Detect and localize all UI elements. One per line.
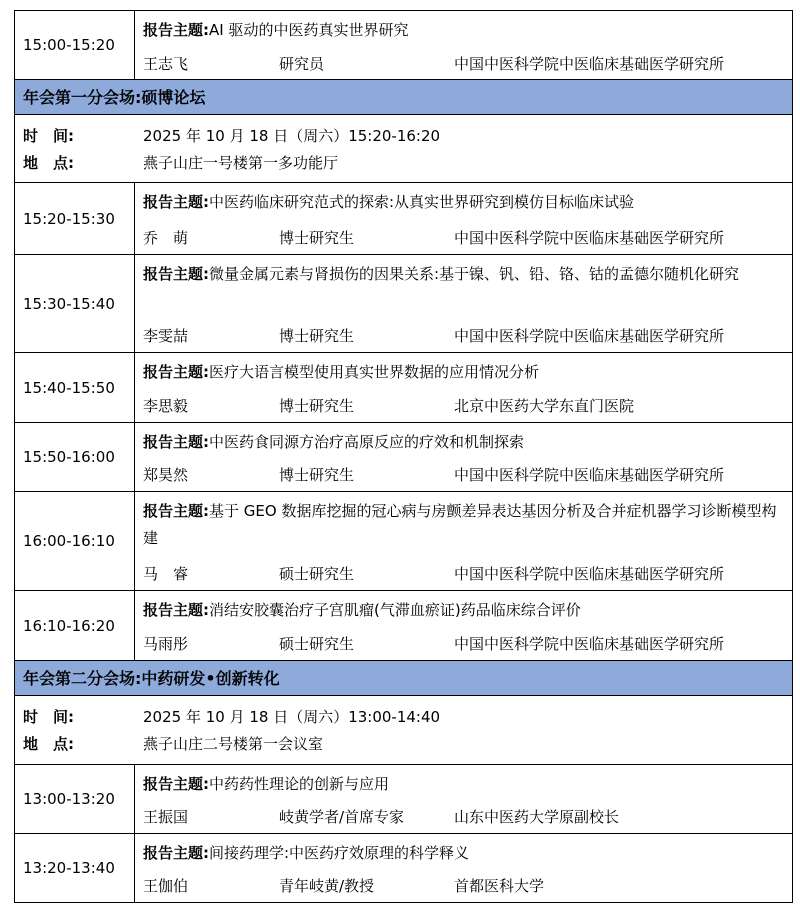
- session-place-line: [15, 731, 792, 758]
- speaker-title: 硕士研究生: [279, 635, 355, 653]
- topic-label: 报告主题:: [143, 363, 209, 381]
- session-time-line: [15, 123, 792, 150]
- topic-text: AI 驱动的中医药真实世界研究: [209, 21, 409, 39]
- talk-row: [14, 591, 793, 661]
- speaker-institution: 中国中医科学院中医临床基础医学研究所: [454, 635, 725, 653]
- speaker-institution: 山东中医药大学原副校长: [454, 808, 620, 826]
- topic-label: 报告主题:: [143, 601, 209, 619]
- topic-label: 报告主题:: [143, 193, 209, 211]
- topic-label: 报告主题:: [143, 21, 209, 39]
- session-time-label: 时 间:: [23, 708, 74, 726]
- speaker-line: [143, 393, 784, 420]
- speaker-name: 王伽伯: [143, 877, 189, 895]
- topic-text: 中医药食同源方治疗高原反应的疗效和机制探索: [209, 433, 525, 451]
- talk-row: [14, 492, 793, 591]
- talk-topic: [143, 17, 784, 44]
- session-time-value: 2025 年 10 月 18 日（周六）15:20-16:20: [143, 127, 441, 145]
- section-title: 年会第二分会场:中药研发•创新转化: [23, 669, 280, 688]
- topic-label: 报告主题:: [143, 433, 209, 451]
- speaker-institution: 中国中医科学院中医临床基础医学研究所: [454, 327, 725, 345]
- talk-content: [143, 183, 784, 255]
- topic-text: 基于 GEO 数据库挖掘的冠心病与房颤差异表达基因分析及合并症机器学习诊断模型构建: [143, 502, 777, 547]
- talk-row: [14, 10, 793, 80]
- talk-topic: [143, 597, 784, 624]
- speaker-institution: 中国中医科学院中医临床基础医学研究所: [454, 565, 725, 583]
- topic-label: 报告主题:: [143, 265, 209, 283]
- topic-label: 报告主题:: [143, 844, 209, 862]
- talk-time-slot: 15:30-15:40: [15, 255, 135, 352]
- speaker-line: [143, 225, 784, 252]
- speaker-title: 博士研究生: [279, 466, 355, 484]
- speaker-line: [143, 561, 784, 588]
- talk-topic: [143, 840, 784, 867]
- speaker-name: 马 睿: [143, 565, 189, 583]
- talk-row: [14, 834, 793, 903]
- session-time-label: 时 间:: [23, 127, 74, 145]
- speaker-line: [143, 631, 784, 658]
- topic-label: 报告主题:: [143, 775, 209, 793]
- talk-row: [14, 765, 793, 834]
- topic-text: 消结安胶囊治疗子宫肌瘤(气滞血瘀证)药品临床综合评价: [209, 601, 581, 619]
- speaker-line: [143, 51, 784, 78]
- talk-time-slot: 16:00-16:10: [15, 492, 135, 590]
- session-place-value: 燕子山庄一号楼第一多功能厅: [143, 154, 339, 172]
- speaker-name: 李雯喆: [143, 327, 189, 345]
- talk-content: [143, 765, 784, 834]
- speaker-title: 博士研究生: [279, 397, 355, 415]
- section-header-row: [14, 80, 793, 115]
- speaker-institution: 首都医科大学: [454, 877, 545, 895]
- talk-time-slot: 16:10-16:20: [15, 591, 135, 660]
- talk-content: [143, 353, 784, 423]
- session-place-value: 燕子山庄二号楼第一会议室: [143, 735, 324, 753]
- speaker-name: 郑昊然: [143, 466, 189, 484]
- topic-text: 间接药理学:中医药疗效原理的科学释义: [209, 844, 470, 862]
- talk-content: [143, 255, 784, 353]
- talk-content: [143, 591, 784, 661]
- session-time-line: [15, 704, 792, 731]
- speaker-name: 乔 萌: [143, 229, 189, 247]
- speaker-line: [143, 323, 784, 350]
- session-place-line: [15, 150, 792, 177]
- speaker-institution: 中国中医科学院中医临床基础医学研究所: [454, 466, 725, 484]
- speaker-title: 岐黄学者/首席专家: [279, 808, 405, 826]
- talk-topic: [143, 429, 784, 456]
- speaker-institution: 中国中医科学院中医临床基础医学研究所: [454, 229, 725, 247]
- speaker-title: 青年岐黄/教授: [279, 877, 375, 895]
- speaker-institution: 北京中医药大学东直门医院: [454, 397, 635, 415]
- speaker-line: [143, 873, 784, 900]
- talk-time-slot: 15:20-15:30: [15, 183, 135, 254]
- section-header-row: [14, 661, 793, 696]
- speaker-name: 李思毅: [143, 397, 189, 415]
- speaker-title: 硕士研究生: [279, 565, 355, 583]
- speaker-name: 王振国: [143, 808, 189, 826]
- talk-content: [143, 834, 784, 903]
- talk-content: [143, 492, 784, 591]
- session-place-label: 地 点:: [23, 735, 74, 753]
- topic-text: 中医药临床研究范式的探索:从真实世界研究到模仿目标临床试验: [209, 193, 635, 211]
- speaker-title: 博士研究生: [279, 327, 355, 345]
- talk-row: [14, 255, 793, 353]
- talk-time-slot: 15:00-15:20: [15, 11, 135, 79]
- speaker-title: 博士研究生: [279, 229, 355, 247]
- topic-label: 报告主题:: [143, 502, 209, 520]
- talk-time-slot: 13:20-13:40: [15, 834, 135, 902]
- speaker-name: 王志飞: [143, 55, 189, 73]
- speaker-title: 研究员: [279, 55, 325, 73]
- talk-topic: [143, 189, 784, 216]
- talk-content: [143, 11, 784, 81]
- talk-row: [14, 423, 793, 492]
- talk-row: [14, 353, 793, 423]
- talk-topic: [143, 771, 784, 798]
- topic-text: 医疗大语言模型使用真实世界数据的应用情况分析: [209, 363, 540, 381]
- session-info-row: [14, 696, 793, 765]
- speaker-institution: 中国中医科学院中医临床基础医学研究所: [454, 55, 725, 73]
- session-time-value: 2025 年 10 月 18 日（周六）13:00-14:40: [143, 708, 441, 726]
- section-title: 年会第一分会场:硕博论坛: [23, 88, 206, 107]
- talk-time-slot: 13:00-13:20: [15, 765, 135, 833]
- talk-content: [143, 423, 784, 492]
- session-place-label: 地 点:: [23, 154, 74, 172]
- talk-topic: [143, 359, 784, 386]
- session-info-row: [14, 115, 793, 183]
- talk-row: [14, 183, 793, 255]
- talk-time-slot: 15:50-16:00: [15, 423, 135, 491]
- talk-time-slot: 15:40-15:50: [15, 353, 135, 422]
- topic-text: 微量金属元素与肾损伤的因果关系:基于镍、钒、铅、铬、钴的孟德尔随机化研究: [209, 265, 740, 283]
- topic-text: 中药药性理论的创新与应用: [209, 775, 390, 793]
- speaker-line: [143, 804, 784, 831]
- speaker-line: [143, 462, 784, 489]
- talk-topic: [143, 261, 784, 288]
- speaker-name: 马雨彤: [143, 635, 189, 653]
- talk-topic: [143, 498, 784, 552]
